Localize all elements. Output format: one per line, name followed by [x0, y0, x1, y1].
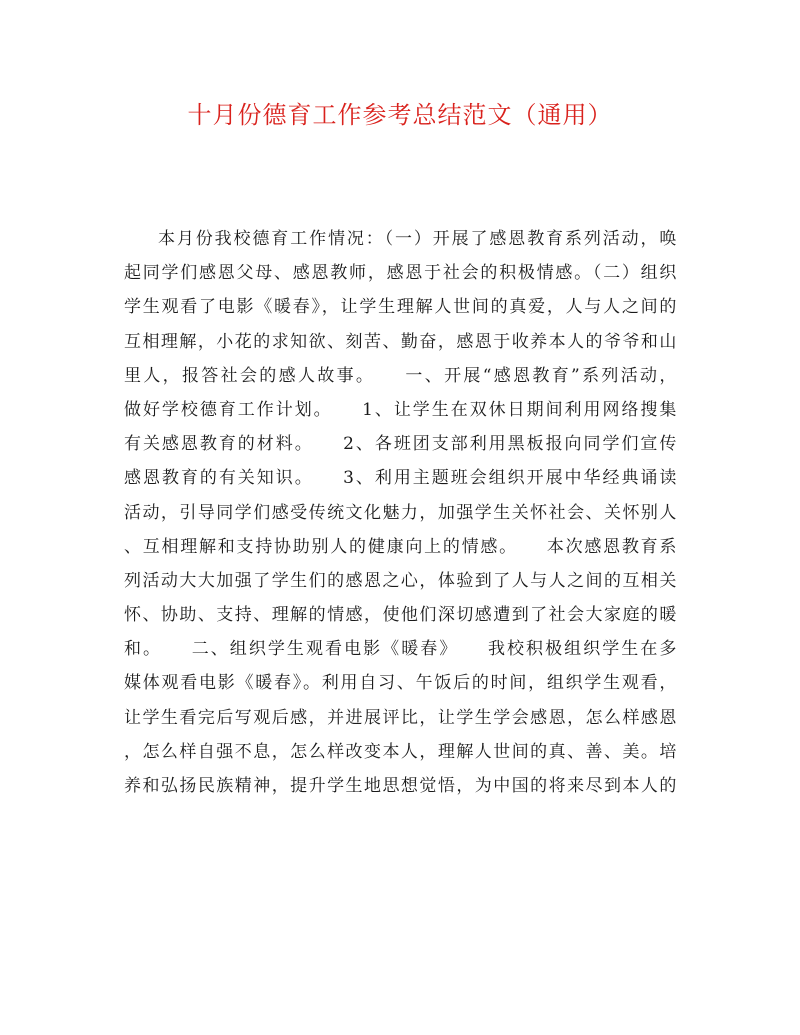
paragraph-line: 有关感恩教育的材料。 2、各班团支部利用黑板报向同学们宣传: [124, 434, 677, 455]
paragraph-line: 互相理解，小花的求知欲、刻苦、勤奋，感恩于收养本人的爷爷和山: [124, 331, 677, 352]
paragraph-line: 媒体观看电影《暖春》。利用自习、午饭后的时间，组织学生观看，: [124, 673, 677, 694]
paragraph-line: 学生观看了电影《暖春》，让学生理解人世间的真爱，人与人之间的: [124, 297, 677, 318]
document-body: [124, 222, 677, 803]
paragraph-line: 、互相理解和支持协助别人的健康向上的情感。 本次感恩教育系: [124, 536, 677, 557]
paragraph-line: 起同学们感恩父母、感恩教师，感恩于社会的积极情感。（二）组织: [124, 263, 677, 284]
paragraph-line: 活动，引导同学们感受传统文化魅力，加强学生关怀社会、关怀别人: [124, 502, 677, 523]
paragraph-line: 养和弘扬民族精神，提升学生地思想觉悟，为中国的将来尽到本人的: [124, 776, 677, 796]
paragraph-line: 做好学校德育工作计划。 1、让学生在双休日期间利用网络搜集: [124, 399, 677, 420]
paragraph-line: 本月份我校德育工作情况：（一）开展了感恩教育系列活动，唤: [158, 229, 677, 249]
paragraph-line: ，怎么样自强不息，怎么样改变本人，理解人世间的真、善、美。培: [124, 741, 677, 762]
paragraph-line: 感恩教育的有关知识。 3、利用主题班会组织开展中华经典诵读: [124, 468, 677, 489]
document-title: 十月份德育工作参考总结范文（通用）: [187, 101, 613, 129]
paragraph-line: 列活动大大加强了学生们的感恩之心，体验到了人与人之间的互相关: [124, 570, 677, 591]
paragraph-line: 里人，报答社会的感人故事。 一、开展“感恩教育”系列活动，: [124, 365, 677, 386]
paragraph-line: 和。 二、组织学生观看电影《暖春》 我校积极组织学生在多: [124, 639, 677, 660]
paragraph-line: 让学生看完后写观后感，并进展评比，让学生学会感恩，怎么样感恩: [124, 707, 677, 728]
paragraph-line: 怀、协助、支持、理解的情感，使他们深切感遭到了社会大家庭的暖: [124, 605, 677, 626]
